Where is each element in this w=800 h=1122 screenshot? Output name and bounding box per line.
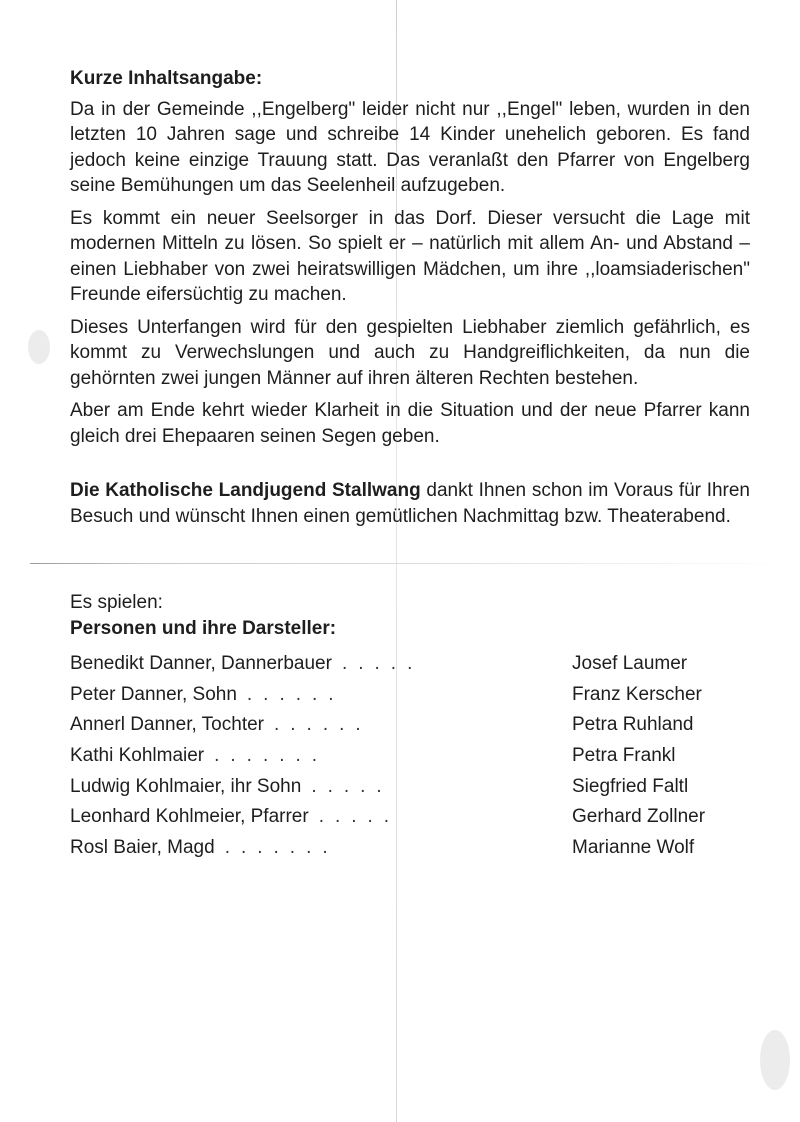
leader-dots: ..... bbox=[341, 653, 424, 674]
cast-list bbox=[70, 651, 750, 866]
actor-name: Gerhard Zollner bbox=[572, 806, 706, 828]
actor-name: Petra Ruhland bbox=[572, 714, 694, 736]
leader-dots: ...... bbox=[274, 714, 372, 736]
cast-heading: Personen und ihre Darsteller: bbox=[70, 617, 337, 639]
actor-name: Petra Frankl bbox=[572, 745, 676, 767]
cast-intro: Es spielen: bbox=[70, 592, 163, 613]
paper-smudge bbox=[760, 1030, 790, 1090]
leader-dots: ..... bbox=[318, 806, 401, 828]
role-name: Leonhard Kohlmeier, Pfarrer bbox=[70, 806, 309, 828]
paper-smudge bbox=[28, 330, 50, 364]
summary-heading: Kurze Inhaltsangabe: bbox=[70, 68, 263, 89]
leader-dots: ..... bbox=[311, 775, 393, 797]
role-name: Kathi Kohlmaier bbox=[70, 745, 205, 767]
actor-name: Josef Laumer bbox=[572, 653, 688, 674]
actor-name: Franz Kerscher bbox=[572, 683, 702, 705]
thanks-text: dankt Ihnen schon im Voraus für Ihren Besuch und wünscht Ihnen einen gemütlichen Nachmittag bzw. Theaterabend. bbox=[70, 480, 751, 527]
actor-name: Marianne Wolf bbox=[572, 837, 695, 859]
role-name: Peter Danner, Sohn bbox=[70, 683, 237, 705]
leader-dots: ....... bbox=[214, 745, 329, 767]
cast-row bbox=[70, 651, 750, 682]
cast-header bbox=[70, 590, 750, 641]
actor-name: Siegfried Faltl bbox=[572, 775, 689, 797]
role-name: Annerl Danner, Tochter bbox=[70, 714, 264, 736]
leader-dots: ....... bbox=[224, 837, 339, 859]
cast-row bbox=[70, 682, 750, 713]
summary-paragraph: Aber am Ende kehrt wieder Klarheit in die Situation und der neue Pfarrer kann gleich drei Ehepaaren seinen Segen geben. bbox=[70, 400, 750, 447]
leader-dots: ...... bbox=[246, 683, 345, 705]
cast-row bbox=[70, 804, 750, 835]
cast-row bbox=[70, 774, 750, 805]
summary-paragraph: Dieses Unterfangen wird für den gespielten Liebhaber ziemlich gefährlich, es kommt zu Verwechslungen und auch zu Handgreiflichkeiten, da nun die gehörnten zwei jungen Männer auf ihren älteren Rechten bestehen. bbox=[70, 316, 750, 389]
role-name: Ludwig Kohlmaier, ihr Sohn bbox=[70, 775, 302, 797]
thanks-paragraph bbox=[70, 478, 750, 529]
cast-row bbox=[70, 835, 750, 866]
cast-row bbox=[70, 712, 750, 743]
role-name: Benedikt Danner, Dannerbauer bbox=[70, 653, 332, 674]
role-name: Rosl Baier, Magd bbox=[70, 837, 215, 859]
organization-name: Die Katholische Landjugend Stallwang bbox=[70, 480, 421, 501]
cast-row bbox=[70, 743, 750, 774]
summary-paragraph: Es kommt ein neuer Seelsorger in das Dorf. Dieser versucht die Lage mit modernen Mitteln zu lösen. So spielt er – natürlich mit allem An- und Abstand – einen Liebhaber von zwei heiratswilligen Mädchen, um ihre ,,loamsiaderischen" Freunde eifersüchtig zu machen. bbox=[70, 207, 750, 305]
summary-paragraph: Da in der Gemeinde ,,Engelberg" leider nicht nur ,,Engel" leben, wurden in den letzten 10 Jahren sage und schreibe 14 Kinder unehelich geboren. Es fand jedoch keine einzige Trauung statt. Das veranlaßt den Pfarrer von Engelberg seine Bemühungen um das Seelenheil aufzugeben. bbox=[70, 98, 750, 196]
document-body bbox=[70, 66, 750, 866]
